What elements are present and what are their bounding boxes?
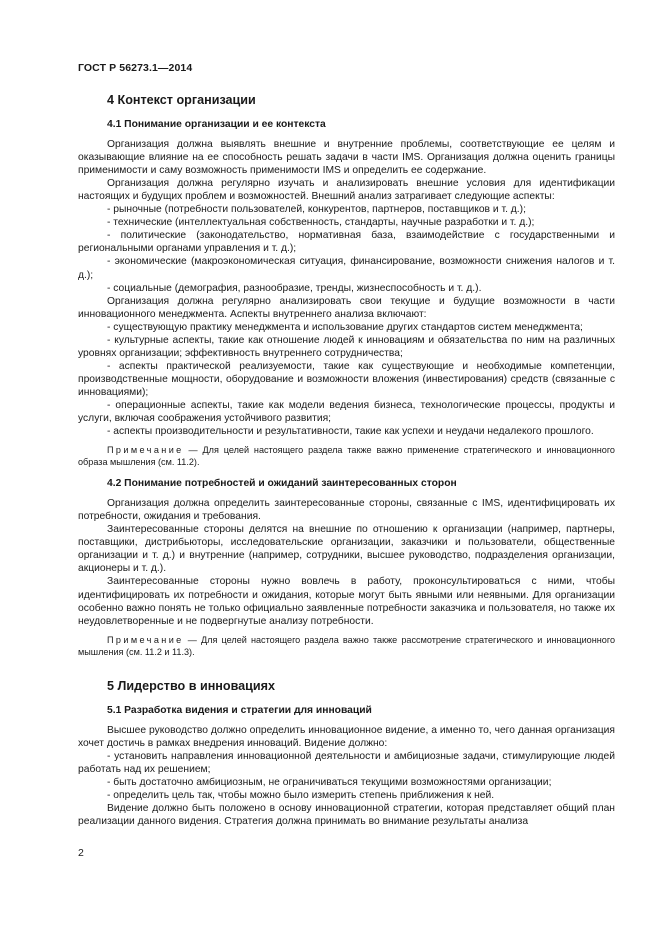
list-item: - операционные аспекты, такие как модели ведения бизнеса, технологические процессы, продукты и услуги, включая соображения устойчивого развития; — [78, 399, 615, 425]
section-title: 4 Контекст организации — [107, 93, 256, 107]
note-label: Примечание — [107, 634, 184, 645]
note-label: Примечание — [107, 445, 184, 456]
paragraph: Высшее руководство должно определить инновационное видение, а именно то, чего данная организация хочет достичь в рамках внедрения инноваций. Видение должно: — [78, 724, 615, 749]
note-text: — Для целей настоящего раздела важно также рассмотрение стратегического и инновационного мышления (см. 11.2 и 11.3). — [78, 634, 615, 657]
list-item: - технические (интеллектуальная собственность, стандарты, научные разработки и т. д.); — [107, 217, 535, 229]
list-item: - экономические (макроэкономическая ситуация, финансирование, возможности снижения налогов и т. д.); — [78, 256, 615, 281]
list-item: - определить цель так, чтобы можно было измерить степень приближения к ней. — [107, 789, 495, 801]
list-item: - политические (законодательство, нормативная база, взаимодействие с государственными и региональными органами управления и т. д.); — [78, 230, 615, 255]
list-item: - существующую практику менеджмента и использование других стандартов систем менеджмента; — [107, 321, 583, 333]
paragraph: Видение должно быть положено в основу инновационной стратегии, которая представляет общий план реализации данного видения. Стратегия должна принимать во внимание результаты анализа — [78, 802, 615, 828]
page-number: 2 — [78, 847, 84, 859]
section-title: 5 Лидерство в инновациях — [107, 678, 276, 693]
note — [78, 634, 615, 658]
page-content — [78, 90, 615, 828]
paragraph: Организация должна выявлять внешние и внутренние проблемы, соответствующие ее целям и оказывающие влияние на ее способность решать задачи в части IMS. Организация должна оценить границы применимости и саму возможность применимости IMS и определить ее содержание. — [78, 139, 615, 177]
subsection-title: 5.1 Разработка видения и стратегии для инноваций — [107, 704, 372, 716]
list-item: - рыночные (потребности пользователей, конкурентов, партнеров, поставщиков и т. д.); — [107, 204, 526, 216]
note — [78, 444, 615, 468]
subsection-title: 4.2 Понимание потребностей и ожиданий заинтересованных сторон — [107, 478, 457, 490]
paragraph: Организация должна регулярно анализировать свои текущие и будущие возможности в части инновационного менеджмента. Аспекты внутреннего анализа включают: — [78, 295, 615, 320]
subsection-title: 4.1 Понимание организации и ее контекста — [107, 119, 326, 130]
document-header: ГОСТ Р 56273.1—2014 — [78, 62, 193, 74]
note-text: — Для целей настоящего раздела также важно применение стратегического и инновационного образа мышления (см. 11.2). — [78, 445, 615, 468]
list-item: - установить направления инновационной деятельности и амбициозные задачи, стимулирующие людей работать над их решением; — [78, 750, 615, 775]
list-item: - социальные (демография, разнообразие, тренды, жизнеспособность и т. д.). — [107, 282, 482, 294]
list-item: - аспекты практической реализуемости, такие как существующие и необходимые компетенции, производственные мощности, оборудование и возможности вложения (инвестирования) средств (связанные с инновациями); — [78, 360, 615, 398]
list-item: - быть достаточно амбициозным, не ограничиваться текущими возможностями организации; — [107, 776, 552, 788]
paragraph: Организация должна определить заинтересованные стороны, связанные с IMS, идентифицировать их потребности, ожидания и требования. — [78, 498, 615, 523]
paragraph: Заинтересованные стороны делятся на внешние по отношению к организации (например, партнеры, поставщики, дистрибьюторы, исследовательские организации, заказчики и пользователи, общественные организации и т. д.) и внутренние (например, сотрудники, высшее руководство, подразделения организации, акционеры и т. д.). — [78, 524, 615, 575]
paragraph: Заинтересованные стороны нужно вовлечь в работу, проконсультироваться с ними, чтобы идентифицировать их потребности и ожидания, которые могут быть явными или неявными. Для организации особенно важно понять не только официально заявленные потребности заказчика и пользователя, но также их неудовлетворенные и не подвергнутые анализу потребности. — [78, 576, 615, 627]
list-item: - аспекты производительности и результативности, такие как успехи и неудачи недалекого прошлого. — [107, 426, 594, 438]
list-item: - культурные аспекты, такие как отношение людей к инновациям и обязательства по ним на различных уровнях организации; эффективность внутреннего сотрудничества; — [78, 334, 615, 359]
paragraph: Организация должна регулярно изучать и анализировать внешние условия для идентификации настоящих и будущих проблем и возможностей. Внешний анализ затрагивает следующие аспекты: — [78, 178, 615, 203]
